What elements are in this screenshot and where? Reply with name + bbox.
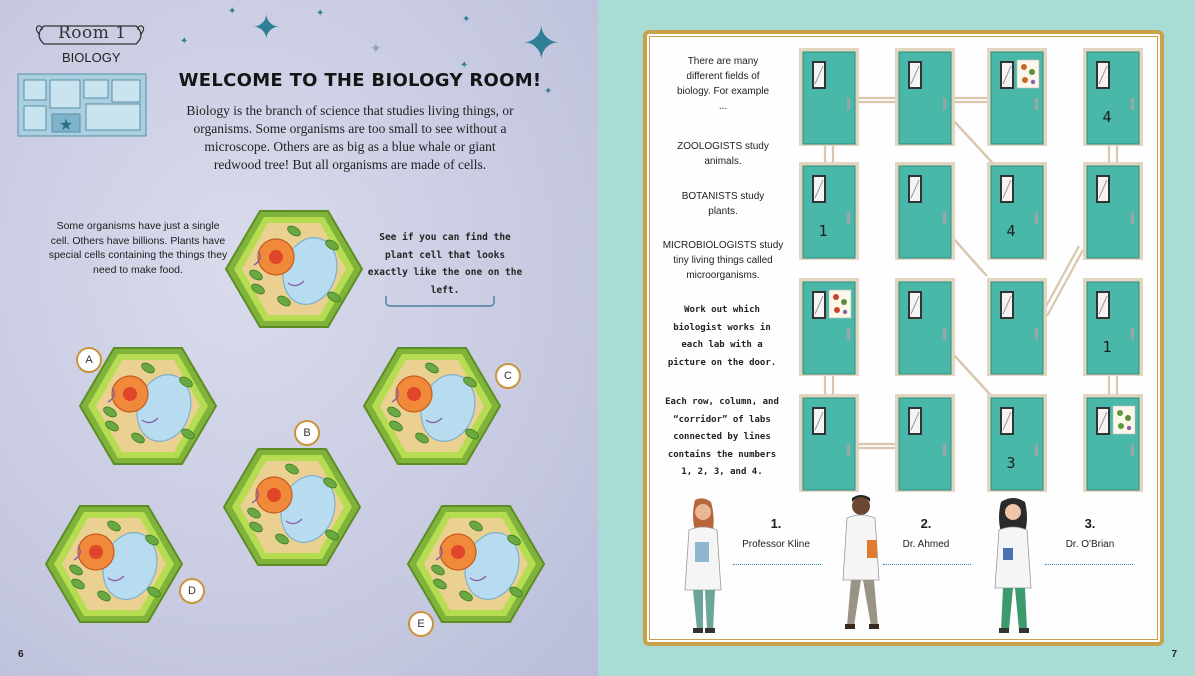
room-title: Room 1 [58,23,127,43]
door-number: 4 [1102,108,1112,126]
microorganism-picture [1113,406,1135,434]
scientist-1-number: 1. [770,516,782,531]
organisms-note: Some organisms have just a single cell. Others have billions. Plants have special cells containing the things they need to make food. [48,220,228,276]
lab-door[interactable] [895,278,955,376]
label-c-badge[interactable]: C [495,363,521,389]
lab-door[interactable] [1083,162,1143,260]
cell-option-b[interactable] [222,443,362,571]
star-icon: ✦ [544,86,553,97]
scientist-professor-kline [681,496,725,636]
fields-intro: There are many different fields of biology. For example ... [676,56,770,112]
room-subtitle: BIOLOGY [62,50,121,65]
lab-door[interactable] [799,278,859,376]
lab-door[interactable] [799,162,859,260]
star-icon: ✦ [370,40,382,56]
room-banner [30,22,150,48]
floor-map-icon [16,70,148,140]
scientist-dr-ahmed [837,492,885,636]
puzzle-board [643,30,1164,646]
page-number-left: 6 [18,649,24,660]
star-icon: ✦ [180,36,189,47]
lab-door[interactable] [987,278,1047,376]
butterfly-picture [1017,60,1039,88]
scientist-figure-icon [989,496,1037,636]
plant-picture [829,290,851,318]
scientist-figure-icon [681,496,725,636]
scientist-1-answer-line[interactable] [733,564,821,565]
door-number: 1 [1102,338,1112,356]
scientist-2-name: Dr. Ahmed [902,539,950,550]
scientist-3-name: Dr. O'Brian [1065,539,1115,550]
label-a-badge[interactable]: A [76,347,102,373]
scientist-2-number: 2. [920,516,932,531]
lab-door[interactable] [895,394,955,492]
cell-option-e[interactable] [406,500,546,628]
lab-door[interactable] [895,48,955,146]
page-number-right: 7 [1171,649,1177,660]
lab-door[interactable] [799,48,859,146]
label-b-badge[interactable]: B [294,420,320,446]
cell-option-d[interactable] [44,500,184,628]
label-d-badge[interactable]: D [179,578,205,604]
lab-door[interactable] [1083,394,1143,492]
door-number: 1 [818,222,828,240]
cell-option-c[interactable] [362,342,502,470]
door-number: 3 [1006,454,1016,472]
star-icon: ✦ [252,9,281,47]
lab-door[interactable] [799,394,859,492]
lab-door[interactable] [895,162,955,260]
rule-instruction: Each row, column, and “corridor” of labs connected by lines contains the numbers 1, 2, 3, and 4. [665,397,779,477]
scientist-3-number: 3. [1084,516,1096,531]
star-icon: ✦ [462,14,471,25]
label-e-badge[interactable]: E [408,611,434,637]
star-icon: ✦ [316,8,325,19]
lab-door[interactable] [987,48,1047,146]
scientist-figure-icon [837,492,885,636]
scientist-1-name: Professor Kline [742,539,810,550]
scientist-3-answer-line[interactable] [1045,564,1133,565]
svg-text:★: ★ [58,117,74,134]
puzzle-instruction: See if you can find the plant cell that looks exactly like the one on the left. [367,232,523,296]
scientist-dr-obrian [989,496,1037,636]
work-out-instruction: Work out which biologist works in each lab with a picture on the door. [667,305,777,368]
lab-door[interactable] [1083,278,1143,376]
door-grid [795,46,1155,506]
lab-door[interactable] [987,162,1047,260]
page-title: WELCOME TO THE BIOLOGY ROOM! [178,70,542,91]
intro-paragraph: Biology is the branch of science that studies living things, or organisms. Some organisms are too small to see without a microscope. Others are as big as a blue whale or giant redwood tree! But all organisms are made of cells. [186,103,514,172]
door-number: 4 [1006,222,1016,240]
microbiologists-text: MICROBIOLOGISTS study tiny living things called microorganisms. [662,240,784,281]
answer-line [384,294,496,310]
reference-cell-image [224,205,364,333]
scientist-2-answer-line[interactable] [883,564,971,565]
botanists-text: BOTANISTS study plants. [681,191,765,217]
right-page [598,0,1195,676]
star-icon: ✦ [460,60,469,71]
lab-door[interactable] [987,394,1047,492]
lab-door[interactable] [1083,48,1143,146]
star-icon: ✦ [228,6,237,17]
star-icon: ✦ [522,17,561,69]
zoologists-text: ZOOLOGISTS study animals. [677,141,769,167]
